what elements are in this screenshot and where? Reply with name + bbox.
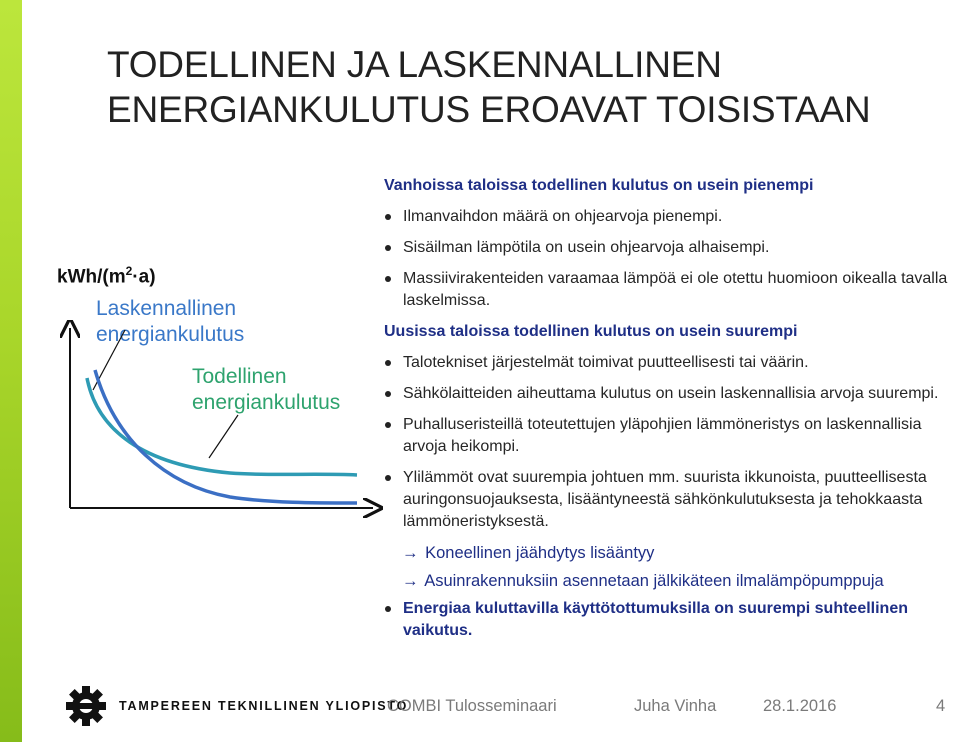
list-item: Sisäilman lämpötila on usein ohjearvoja alhaisempi. [384,237,954,259]
list-item: Ylilämmöt ovat suurempia johtuen mm. suurista ikkunoista, puutteellisesta auringonsuojauksesta, lisääntyneestä sähkönkulutuksesta ja tehokkaasta lämmöneristyksestä. [384,467,954,533]
university-logo [65,686,408,726]
heading-old-houses: Vanhoissa taloissa todellinen kulutus on usein pienempi [384,177,814,194]
real-pointer-line [209,415,238,458]
arrow-item: → Asuinrakennuksiin asennetaan jälkikäteen ilmalämpöpumppuja [402,572,884,590]
actual-consumption-curve [87,378,357,475]
bullet-icon [385,422,391,428]
accent-bar [0,0,22,742]
slide-title [107,42,947,132]
title-line-2: ENERGIANKULUTUS EROAVAT TOISISTAAN [107,89,871,130]
list-item: Energiaa kuluttavilla käyttötottumuksilla on suurempi suhteellinen vaikutus. [384,598,954,642]
y-axis-unit: kWh/$(m^2\cdot a)$ [57,264,156,288]
title-line-1: TODELLINEN JA LASKENNALLINEN [107,44,722,85]
page-number: 4 [936,697,946,715]
list-item: Sähkölaitteiden aiheuttama kulutus on usein laskennallisia arvoja suurempi. [384,383,954,405]
list-item: Massiivirakenteiden varaamaa lämpöä ei ole otettu huomioon oikealla tavalla laskelmissa. [384,268,954,312]
bullet-icon [385,391,391,397]
gear-logo-icon [65,686,107,726]
footer-event: COMBI Tulosseminaari [387,697,557,715]
right-arrow-icon: → [402,572,419,590]
footer-date: 28.1.2016 [763,697,837,715]
right-arrow-icon: → [402,544,419,562]
footer-author: Juha Vinha [634,697,717,715]
consumption-diagram [55,320,385,520]
heading-new-houses: Uusissa taloissa todellinen kulutus on usein suurempi [384,323,798,340]
bullet-icon [385,245,391,251]
bullet-icon [385,475,391,481]
actual-consumption-label: Todellinen energiankulutus [192,365,341,414]
list-item: Talotekniset järjestelmät toimivat puutteellisesti tai väärin. [384,352,954,374]
arrow-item: → Koneellinen jäähdytys lisääntyy [402,544,655,562]
list-item: Puhalluseristeillä toteutettujen yläpohjien lämmöneristys on laskennallisia arvoja heikompi. [384,414,954,458]
logo-text: TAMPEREEN TEKNILLINEN YLIOPISTO [119,699,409,713]
bullet-icon [385,276,391,282]
bullet-icon [385,360,391,366]
bullet-icon [385,214,391,220]
list-item: Ilmanvaihdon määrä on ohjearvoja pienempi. [384,206,954,228]
calculated-consumption-curve [95,370,357,503]
content-area [384,175,954,651]
bullet-icon [385,606,391,612]
calculated-consumption-label: Laskennallinen energiankulutus [96,297,245,346]
